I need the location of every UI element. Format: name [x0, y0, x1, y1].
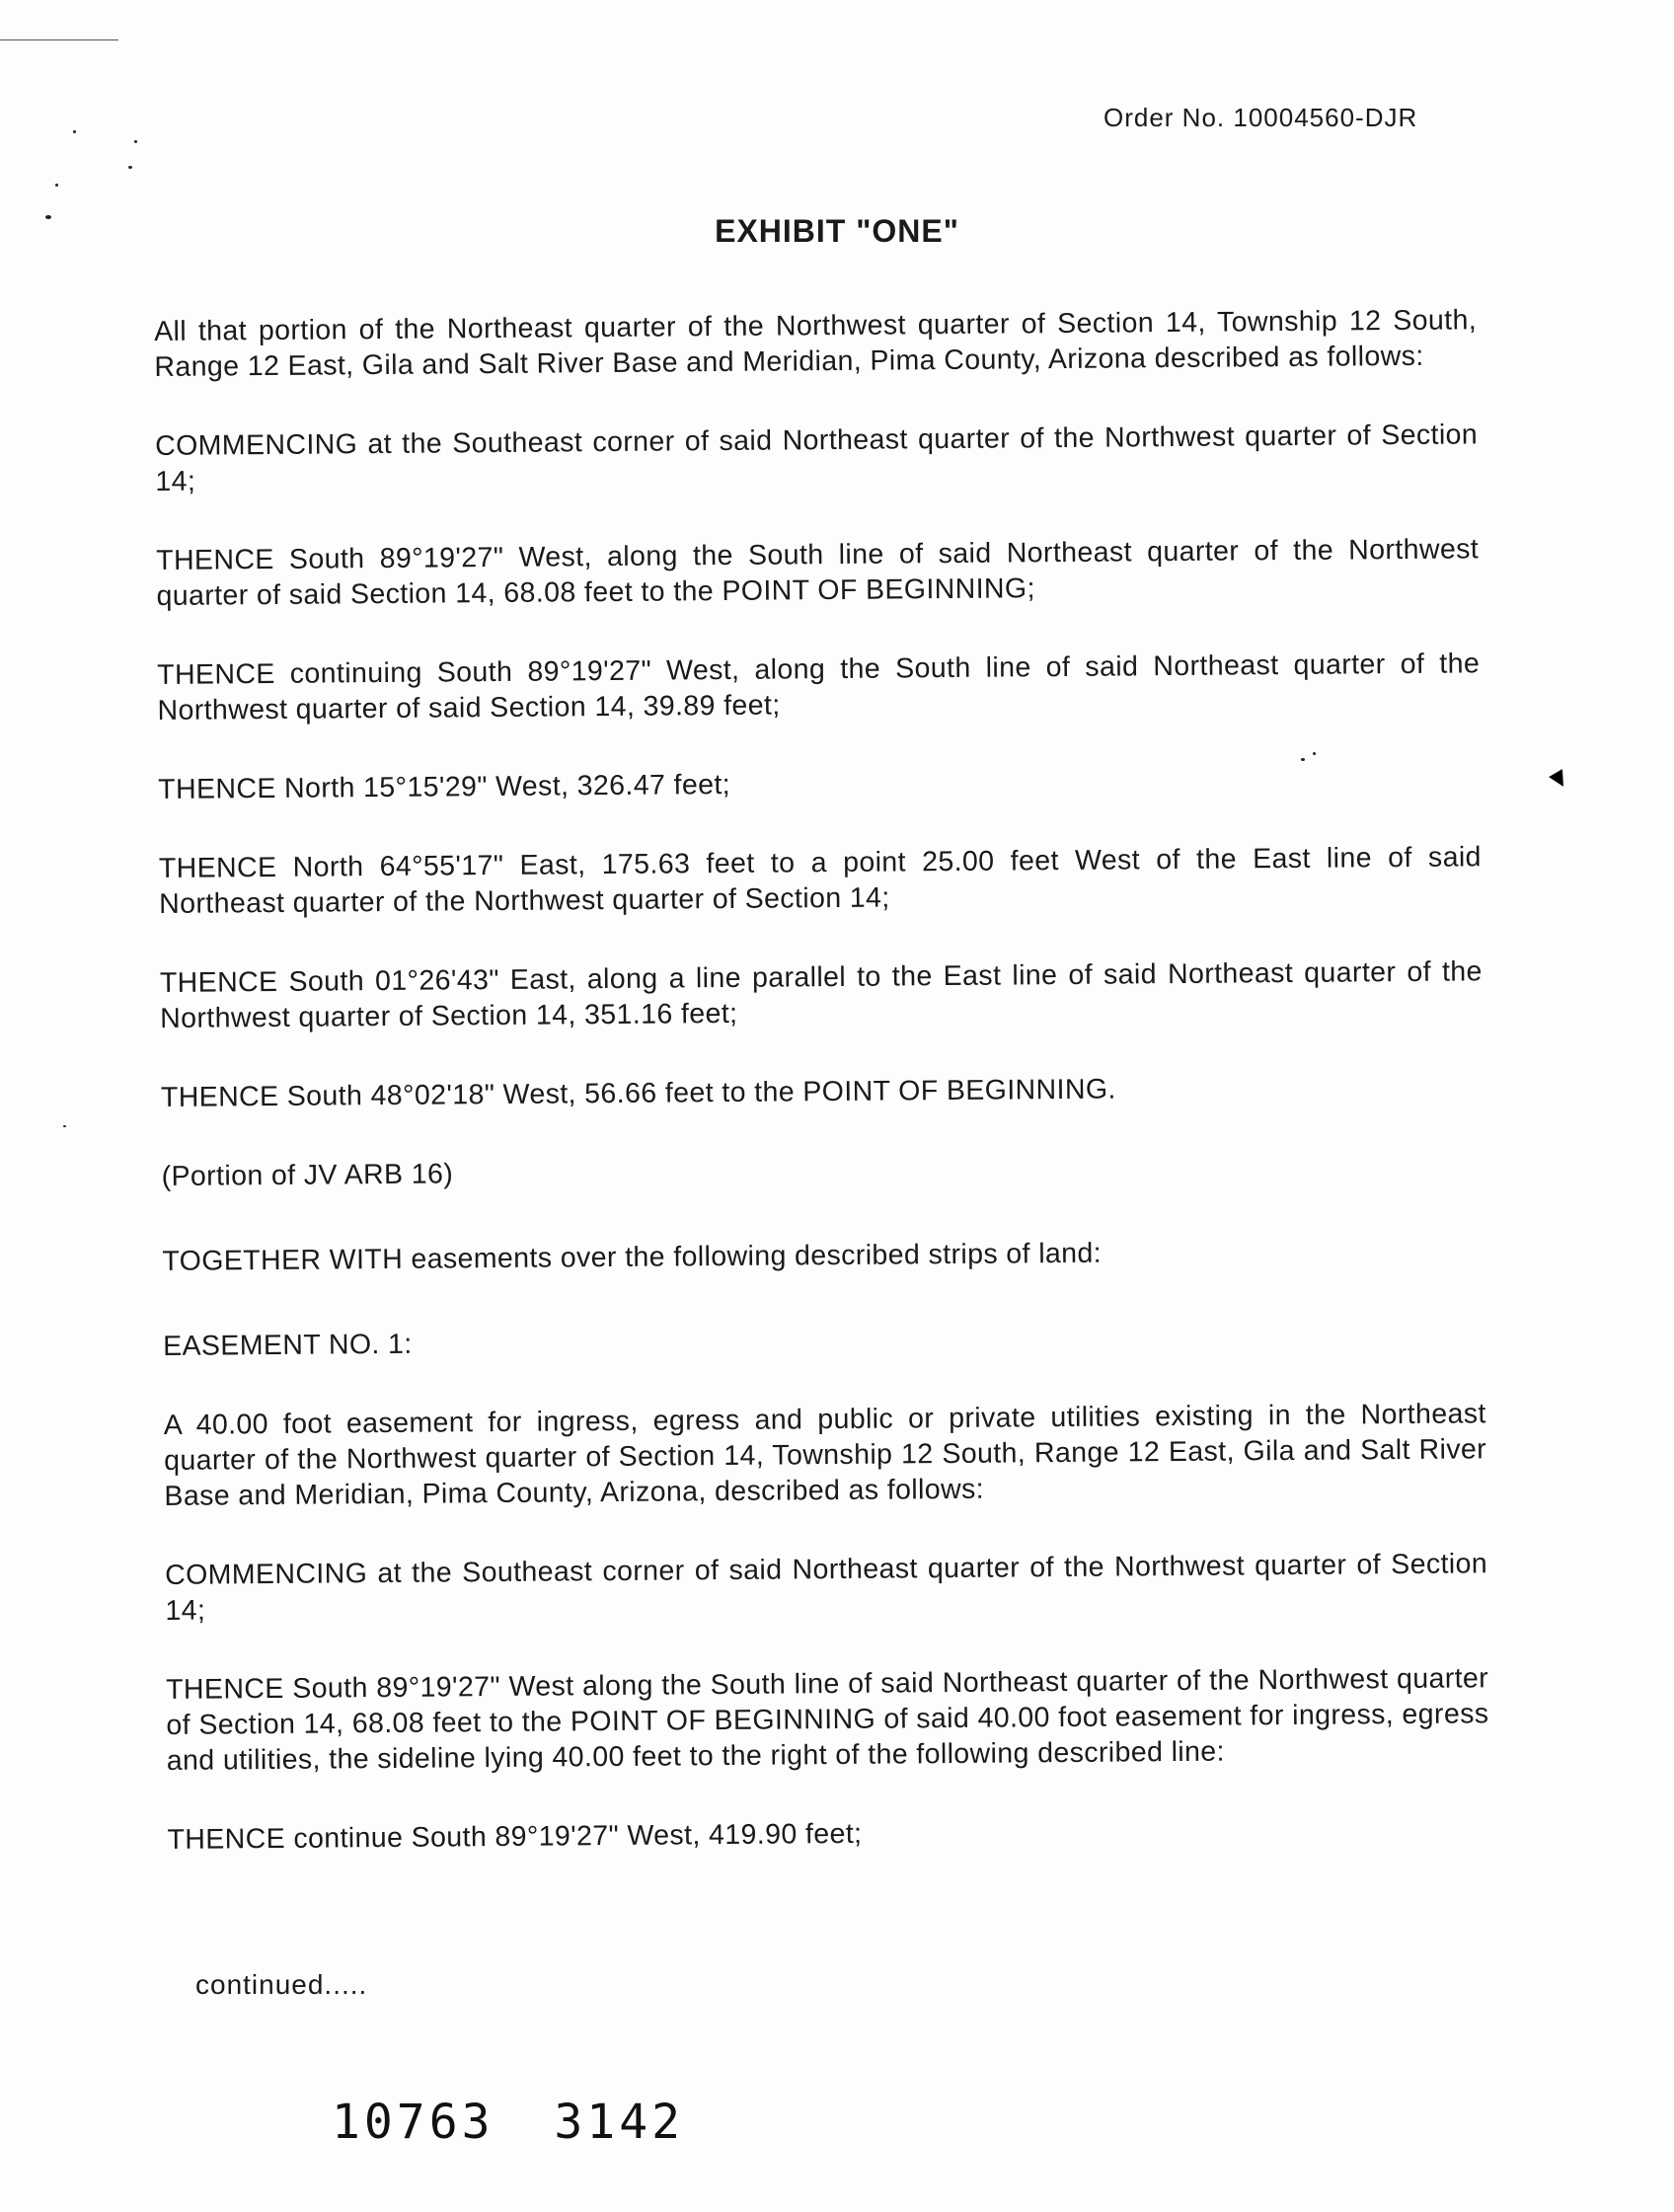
scan-artifact-line [0, 39, 118, 40]
scan-mark [1549, 769, 1570, 791]
book-page-stamp [332, 2095, 684, 2150]
paragraph-easement-thence-2: THENCE continue South 89°19'27" West, 419.90 feet; [167, 1817, 863, 1856]
paragraph-thence-2: THENCE continuing South 89°19'27" West, along the South line of said Northeast quarter of the Northwest quarter of said Section 14, 39.89 feet; [157, 648, 1481, 726]
paragraph-easement-description: A 40.00 foot easement for ingress, egress and public or private utilities existing in the Northeast quarter of the Northwest quarter of Section 14, Township 12 South, Range 12 East, Gila and Salt River Base and Meridian, Pima County, Arizona, described as follows: [163, 1398, 1487, 1512]
paragraph-together-with: TOGETHER WITH easements over the following described strips of land: [162, 1237, 1103, 1277]
paragraph-commencing: COMMENCING at the Southeast corner of said Northeast quarter of the Northwest quarter of Section 14; [155, 419, 1479, 497]
paragraph-thence-4: THENCE North 64°55'17" East, 175.63 feet to a point 25.00 feet West of the East line of said Northeast quarter of the Northwest quarter of Section 14; [158, 841, 1482, 920]
scan-speck [134, 140, 137, 143]
paragraph-thence-1: THENCE South 89°19'27" West, along the South line of said Northeast quarter of the Northwest quarter of said Section 14, 68.08 feet to the POINT OF BEGINNING; [156, 533, 1480, 612]
scan-speck [55, 184, 58, 187]
paragraph-portion-note: (Portion of JV ARB 16) [161, 1158, 454, 1192]
paragraph-thence-6: THENCE South 48°02'18" West, 56.66 feet to the POINT OF BEGINNING. [160, 1073, 1116, 1113]
document-title: EXHIBIT "ONE" [715, 213, 959, 249]
paragraph-easement-commencing: COMMENCING at the Southeast corner of said Northeast quarter of the Northwest quarter of Section 14; [165, 1548, 1488, 1627]
legal-description [154, 302, 1490, 1901]
book-number: 10763 [332, 2095, 495, 2150]
paragraph-easement-thence-1: THENCE South 89°19'27" West along the South line of said Northeast quarter of the Northwest quarter of Section 14, 68.08 feet to the POINT OF BEGINNING of said 40.00 foot easement for ingress, egress and utilities, the sideline lying 40.00 feet to the right of the following described line: [166, 1662, 1489, 1777]
scan-speck [128, 166, 132, 169]
scan-speck [73, 130, 76, 133]
scan-speck [63, 1125, 66, 1127]
paragraph-thence-3: THENCE North 15°15'29" West, 326.47 feet; [158, 768, 731, 805]
order-number: Order No. 10004560-DJR [1103, 103, 1418, 132]
continued-note: continued..... [195, 1969, 368, 2000]
page-number: 3142 [554, 2095, 684, 2150]
easement-heading: EASEMENT NO. 1: [162, 1328, 413, 1362]
paragraph-thence-5: THENCE South 01°26'43" East, along a line parallel to the East line of said Northeast quarter of the Northwest quarter of Section 14, 351.16 feet; [159, 955, 1484, 1034]
paragraph-intro: All that portion of the Northeast quarter of the Northwest quarter of Section 14, Township 12 South, Range 12 East, Gila and Salt River Base and Meridian, Pima County, Arizona described as follows: [154, 304, 1478, 383]
